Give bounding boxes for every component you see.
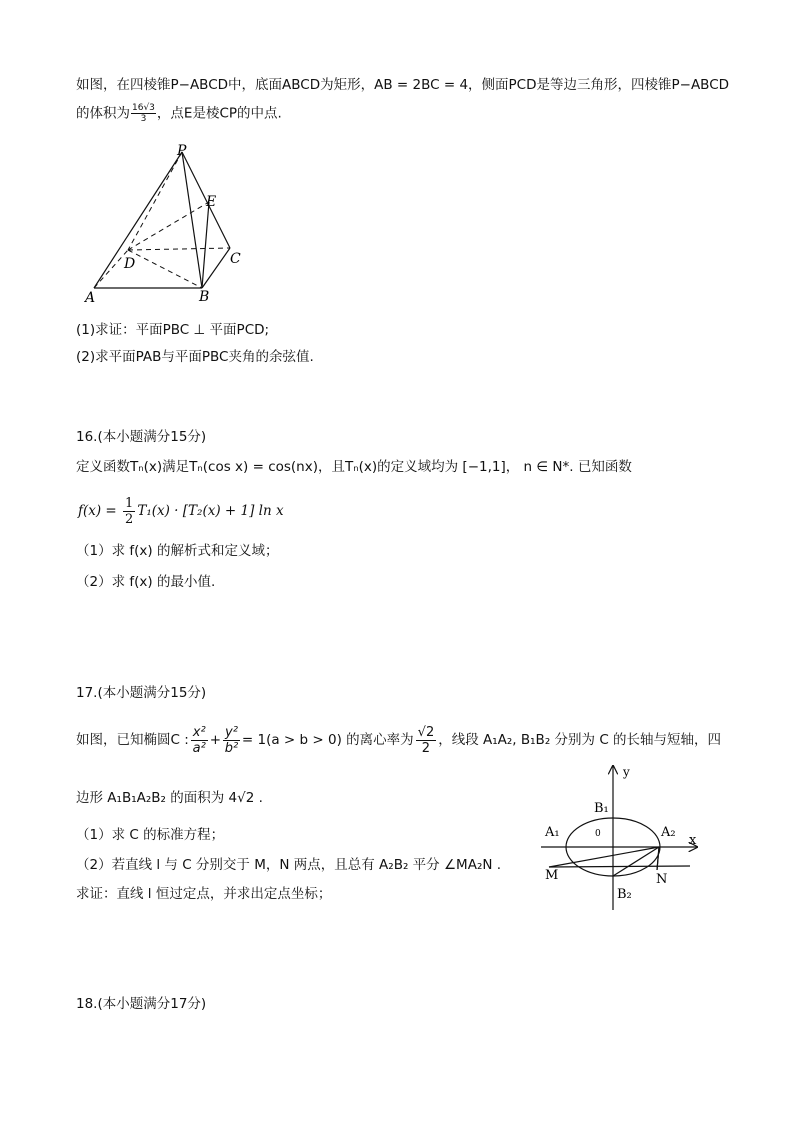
label-A1: A₁ — [545, 825, 560, 840]
label-B1: B₁ — [594, 801, 609, 816]
q17-line1-post: ，线段 A₁A₂, B₁B₂ 分别为 C 的长轴与短轴，四 — [438, 732, 722, 748]
x-squared: x² — [192, 724, 206, 740]
q16-line1: 定义函数Tₙ(x)满足Tₙ(cos x) = cos(nx)，且Tₙ(x)的定义域均为 [−1,1]， n ∈ N*. 已知函数 — [76, 459, 632, 475]
q17-part3: 求证：直线 l 恒过定点，并求出定点坐标； — [76, 886, 332, 902]
label-P: P — [177, 143, 187, 159]
y-over-b-fraction — [223, 725, 240, 756]
q16-part2: （2）求 f(x) 的最小值. — [76, 574, 216, 590]
label-N: N — [656, 872, 668, 887]
label-B: B — [199, 289, 210, 305]
q17-part2: （2）若直线 l 与 C 分别交于 M，N 两点，且总有 A₂B₂ 平分 ∠MA₂N . — [76, 857, 502, 873]
volume-numerator: 16√3 — [132, 103, 155, 113]
eccentricity-numerator: √2 — [417, 724, 435, 740]
q18-heading: 18.(本小题满分17分) — [76, 996, 207, 1012]
x-over-a-fraction — [191, 725, 208, 756]
q17-heading: 17.(本小题满分15分) — [76, 685, 207, 701]
volume-denominator: 3 — [140, 114, 147, 124]
half-numerator: 1 — [125, 496, 134, 511]
q15-line1: 如图，在四棱锥P−ABCD中，底面ABCD为矩形，AB = 2BC = 4，侧面PCD是等边三角形，四棱锥P−ABCD — [76, 77, 730, 93]
label-y: y — [623, 765, 630, 779]
label-E: E — [206, 194, 217, 210]
volume-fraction — [131, 103, 156, 124]
label-A2: A₂ — [661, 825, 676, 840]
q17-line2: 边形 A₁B₁A₂B₂ 的面积为 4√2 . — [76, 790, 263, 806]
eccentricity-fraction — [416, 725, 437, 756]
half-denominator: 2 — [125, 512, 134, 527]
label-D: D — [124, 256, 136, 272]
q15-line2-post: ，点E是棱CP的中点. — [156, 105, 282, 122]
q16-fx-pre: f(x) = — [78, 503, 117, 519]
half-fraction — [123, 496, 135, 527]
q15-line2-pre: 的体积为 — [76, 105, 130, 122]
q17-line1 — [76, 720, 721, 760]
label-M: M — [545, 868, 559, 883]
pyramid-figure — [80, 140, 250, 310]
plus-sign: + — [209, 732, 221, 748]
q16-fx-post: T₁(x) · [T₂(x) + 1] ln x — [137, 503, 284, 519]
a-squared: a² — [192, 740, 206, 756]
y-squared: y² — [225, 724, 238, 740]
label-C: C — [230, 251, 241, 267]
label-B2: B₂ — [617, 887, 632, 902]
q15-line2 — [76, 103, 282, 124]
q16-part1: （1）求 f(x) 的解析式和定义域； — [76, 543, 279, 559]
b-squared: b² — [224, 740, 239, 756]
q16-fx — [78, 494, 284, 528]
label-A: A — [85, 290, 96, 306]
label-x: x — [689, 833, 697, 848]
ellipse-figure — [535, 758, 715, 916]
eccentricity-denominator: 2 — [421, 740, 431, 756]
q17-part1: （1）求 C 的标准方程； — [76, 827, 225, 843]
label-O: 0 — [595, 829, 601, 839]
q16-heading: 16.(本小题满分15分) — [76, 429, 207, 445]
q17-line1-pre: 如图，已知椭圆C : — [76, 732, 189, 748]
q15-part2: (2)求平面PAB与平面PBC夹角的余弦值. — [76, 349, 314, 365]
q15-part1: (1)求证：平面PBC ⊥ 平面PCD; — [76, 322, 270, 338]
equation-tail: = 1(a > b > 0) 的离心率为 — [241, 732, 414, 748]
